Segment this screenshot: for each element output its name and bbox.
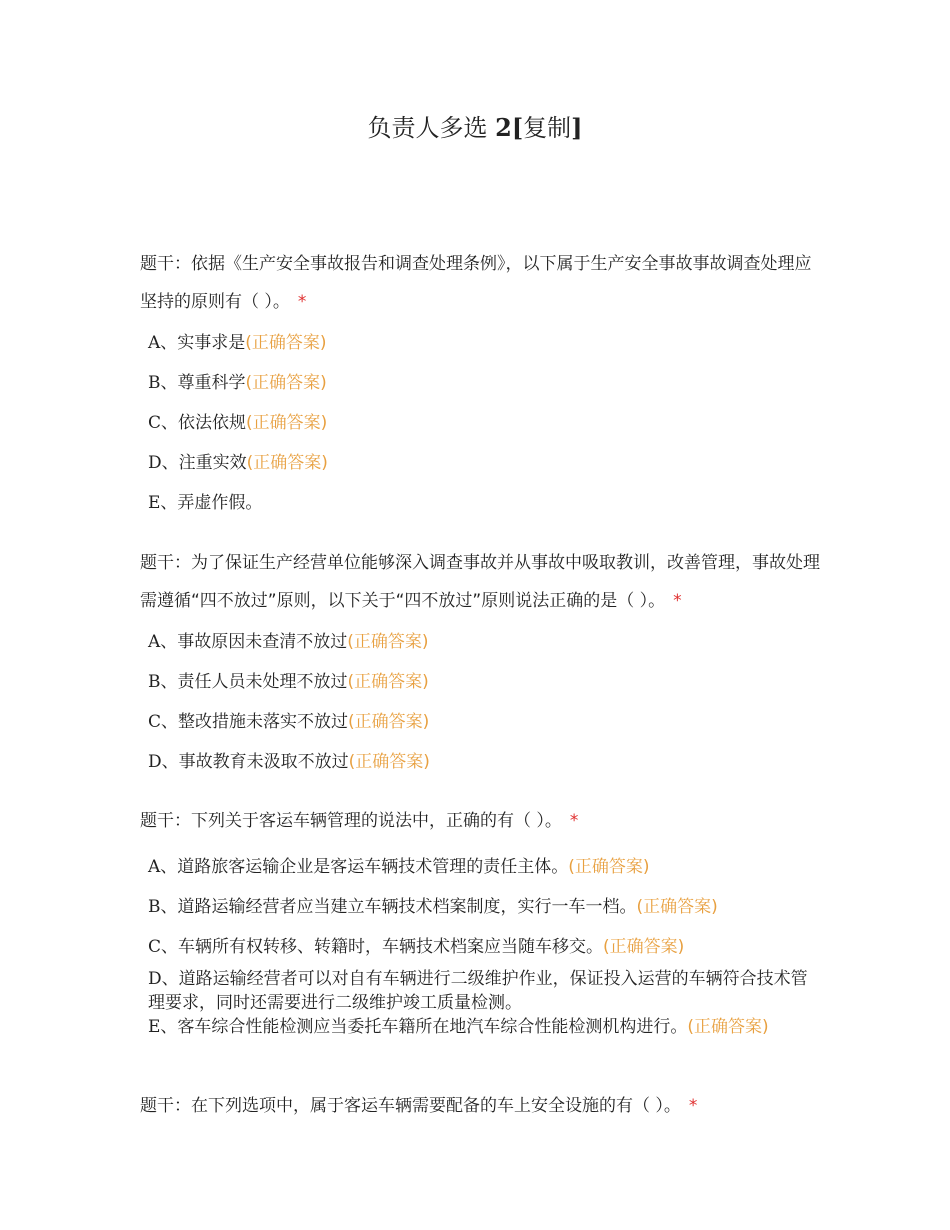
option-c [148, 710, 820, 734]
option-text: 事故教育未汲取不放过 [178, 752, 349, 772]
option-text: 道路旅客运输企业是客运车辆技术管理的责任主体。 [177, 857, 569, 877]
option-text: 道路运输经营者可以对自有车辆进行二级维护作业，保证投入运营的车辆符合技术管理要求，同时还需要进行二级维护竣工质量检测。 [148, 969, 808, 1013]
title-bracket-close: ] [571, 113, 583, 142]
option-text: 道路运输经营者应当建立车辆技术档案制度，实行一车一档。 [177, 897, 637, 917]
option-b [148, 670, 820, 694]
option-e [148, 1015, 820, 1039]
question-stem-text: 题干：依据《生产安全事故报告和调查处理条例》，以下属于生产安全事故事故调查处理应坚持的原则有（ ）。 [140, 254, 812, 312]
option-d [148, 967, 820, 1015]
option-text: 实事求是 [177, 333, 246, 353]
option-a [148, 630, 820, 654]
option-text: 客车综合性能检测应当委托车籍所在地汽车综合性能检测机构进行。 [177, 1017, 688, 1037]
question-4 [140, 1087, 820, 1125]
question-stem-text: 题干：下列关于客运车辆管理的说法中，正确的有（ ）。 [140, 811, 562, 831]
option-b [148, 371, 820, 395]
required-mark: * [673, 591, 682, 611]
option-letter: B、 [148, 373, 178, 393]
question-2 [140, 544, 820, 774]
title-prefix: 负责人多选 [367, 114, 496, 142]
title-copy-label: 复制 [523, 114, 572, 142]
correct-answer-tag: (正确答案) [687, 1017, 769, 1037]
question-stem [140, 544, 820, 620]
option-text: 弄虚作假。 [177, 493, 263, 513]
correct-answer-tag: (正确答案) [245, 373, 327, 393]
correct-answer-tag: (正确答案) [603, 937, 685, 957]
option-d [148, 750, 820, 774]
question-stem [140, 245, 820, 321]
question-stem-text: 题干：在下列选项中，属于客运车辆需要配备的车上安全设施的有（ ）。 [140, 1096, 681, 1116]
correct-answer-tag: (正确答案) [347, 632, 429, 652]
question-3 [140, 802, 820, 1039]
option-letter: A、 [148, 333, 178, 353]
correct-answer-tag: (正确答案) [246, 413, 328, 433]
correct-answer-tag: (正确答案) [245, 333, 327, 353]
required-mark: * [297, 292, 307, 312]
option-e [148, 491, 820, 515]
correct-answer-tag: (正确答案) [348, 752, 430, 772]
option-text: 注重实效 [178, 453, 247, 473]
option-letter: D、 [148, 752, 179, 772]
option-list [140, 630, 820, 774]
option-text: 依法依规 [178, 413, 247, 433]
page-title [0, 108, 950, 143]
correct-answer-tag: (正确答案) [246, 453, 328, 473]
question-1 [140, 245, 820, 515]
option-letter: C、 [148, 712, 179, 732]
option-b [148, 895, 820, 919]
correct-answer-tag: (正确答案) [347, 672, 429, 692]
correct-answer-tag: (正确答案) [568, 857, 650, 877]
correct-answer-tag: (正确答案) [348, 712, 430, 732]
option-text: 车辆所有权转移、转籍时，车辆技术档案应当随车移交。 [178, 937, 604, 957]
option-letter: C、 [148, 413, 179, 433]
option-letter: B、 [148, 672, 178, 692]
option-letter: E、 [148, 1017, 178, 1037]
option-list [140, 855, 820, 1039]
option-list [140, 331, 820, 515]
option-d [148, 451, 820, 475]
question-stem [140, 802, 820, 840]
question-stem-text: 题干：为了保证生产经营单位能够深入调查事故并从事故中吸取教训，改善管理，事故处理需遵循“四不放过”原则，以下关于“四不放过”原则说法正确的是（ ）。 [140, 553, 820, 611]
question-stem [140, 1087, 820, 1125]
option-a [148, 855, 820, 879]
option-text: 责任人员未处理不放过 [177, 672, 348, 692]
option-letter: A、 [148, 632, 178, 652]
option-text: 整改措施未落实不放过 [178, 712, 349, 732]
option-text: 事故原因未查清不放过 [177, 632, 348, 652]
option-letter: D、 [148, 453, 179, 473]
option-c [148, 935, 820, 959]
option-letter: D、 [148, 969, 179, 989]
title-bracket-open: [ [511, 113, 524, 142]
option-letter: B、 [148, 897, 178, 917]
option-text: 尊重科学 [177, 373, 246, 393]
option-a [148, 331, 820, 355]
option-letter: A、 [148, 857, 178, 877]
option-letter: C、 [148, 937, 179, 957]
required-mark: * [688, 1096, 698, 1116]
correct-answer-tag: (正确答案) [636, 897, 718, 917]
required-mark: * [569, 811, 579, 831]
title-number: 2 [495, 113, 512, 142]
option-c [148, 411, 820, 435]
option-letter: E、 [148, 493, 178, 513]
